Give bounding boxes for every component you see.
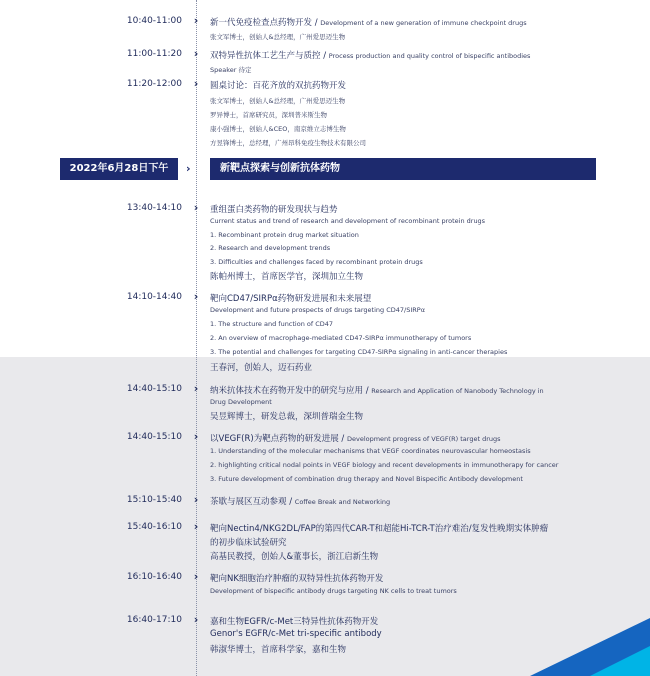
list-item: 3. The potential and challenges for targeting CD47-SIRPα signaling in anti-cancer therapies (210, 348, 508, 356)
session-speaker: 吴昱辉博士，研发总裁，深圳普瑞金生物 (210, 412, 364, 422)
chevron-icon: › (193, 77, 199, 90)
session-speaker: Speaker 待定 (210, 66, 252, 74)
session-time: 14:40-15:10 (126, 384, 182, 394)
session-time: 16:40-17:10 (126, 615, 182, 625)
chevron-icon: › (193, 290, 199, 303)
session-title: 圆桌讨论：百花齐放的双抗药物开发 (210, 81, 347, 91)
corner-decoration (530, 616, 650, 676)
chevron-icon: › (193, 14, 199, 27)
session-time: 16:10-16:40 (126, 572, 182, 582)
chevron-icon: › (193, 201, 199, 214)
session-time: 11:20-12:00 (126, 79, 182, 89)
chevron-icon: › (193, 493, 199, 506)
session-time: 10:40-11:00 (126, 16, 182, 26)
session-time: 14:40-15:10 (126, 432, 182, 442)
session-speaker: 王春河，创始人，迈石药业 (210, 363, 313, 373)
session-speaker: 陈帕州博士，首席医学官，深圳加立生物 (210, 272, 364, 282)
session-time: 15:10-15:40 (126, 495, 182, 505)
list-item: 1. The structure and function of CD47 (210, 320, 334, 328)
session-time: 14:10-14:40 (126, 292, 182, 302)
chevron-icon: › (193, 430, 199, 443)
session-title: 茶歇与展区互动参观 / Coffee Break and Networking (210, 497, 391, 507)
session-title-en: Development and future prospects of drugs targeting CD47/SIRPα (210, 306, 425, 314)
session-title-en: Drug Development (210, 398, 272, 406)
chevron-icon: › (193, 613, 199, 626)
session-title: 以VEGF(R)为靶点药物的研发进展 / Development progress of VEGF(R) target drugs (210, 434, 501, 444)
session-time: 15:40-16:10 (126, 522, 182, 532)
day-banner: 新靶点探索与创新抗体药物 (210, 158, 596, 180)
chevron-icon: › (186, 162, 191, 175)
session-time: 11:00-11:20 (126, 49, 182, 59)
panelist: 张文军博士，创始人&总经理，广州爱思迈生物 (210, 97, 346, 105)
session-title-cont: 的初步临床试验研究 (210, 538, 287, 548)
session-title: 新一代免疫检查点药物开发 / Development of a new generation of immune checkpoint drugs (210, 18, 527, 28)
chevron-icon: › (193, 520, 199, 533)
session-title: 靶向CD47/SIRPα药物研发进展和未来展望 (210, 294, 372, 304)
session-speaker: 张文军博士，创始人&总经理，广州爱思迈生物 (210, 33, 346, 41)
session-title-en: Development of bispecific antibody drugs targeting NK cells to treat tumors (210, 587, 457, 595)
panelist: 康小强博士，创始人&CEO，南京维立志博生物 (210, 125, 346, 133)
chevron-icon: › (193, 570, 199, 583)
session-speaker: 高基民教授，创始人&董事长，浙江启新生物 (210, 552, 379, 562)
panelist: 罗异博士，首席研究员，深圳普米斯生物 (210, 111, 327, 119)
list-item: 1. Understanding of the molecular mechanisms that VEGF coordinates neurovascular homeostasis (210, 447, 531, 455)
session-title: 嘉和生物EGFR/c-Met三特异性抗体药物开发 (210, 617, 379, 627)
session-title: 靶向NK细胞治疗肿瘤的双特异性抗体药物开发 (210, 574, 384, 584)
chevron-icon: › (193, 382, 199, 395)
list-item: 3. Difficulties and challenges faced by recombinant protein drugs (210, 258, 423, 266)
session-title: 靶向Nectin4/NKG2DL/FAP的第四代CAR-T和超能Hi-TCR-T治疗难治/复发性晚期实体肿瘤 (210, 524, 549, 534)
session-title: 双特异性抗体工艺生产与质控 / Process production and quality control of bispecific antibodies (210, 51, 531, 61)
list-item: 2. Research and development trends (210, 244, 331, 252)
panelist: 方昱锋博士，总经理，广州昂科免疫生物技术有限公司 (210, 139, 366, 147)
list-item: 2. highlighting critical nodal points in VEGF biology and recent developments in immunotherapy for cancer (210, 461, 559, 469)
day-label: 2022年6月28日下午 (60, 158, 178, 180)
list-item: 2. An overview of macrophage-mediated CD47-SIRPα immunotherapy of tumors (210, 334, 472, 342)
session-title: 重组蛋白类药物的研发现状与趋势 (210, 205, 338, 215)
chevron-icon: › (193, 47, 199, 60)
session-time: 13:40-14:10 (126, 203, 182, 213)
list-item: 1. Recombinant protein drug market situation (210, 231, 359, 239)
session-speaker: 韩淑华博士，首席科学家，嘉和生物 (210, 645, 347, 655)
list-item: 3. Future development of combination drug therapy and Novel Bispecific Antibody development (210, 475, 523, 483)
session-title: 纳米抗体技术在药物开发中的研究与应用 / Research and Application of Nanobody Technology in (210, 386, 544, 396)
session-title-en: Current status and trend of research and development of recombinant protein drugs (210, 217, 486, 225)
session-title-en: Genor's EGFR/c-Met tri-specific antibody (210, 629, 382, 639)
